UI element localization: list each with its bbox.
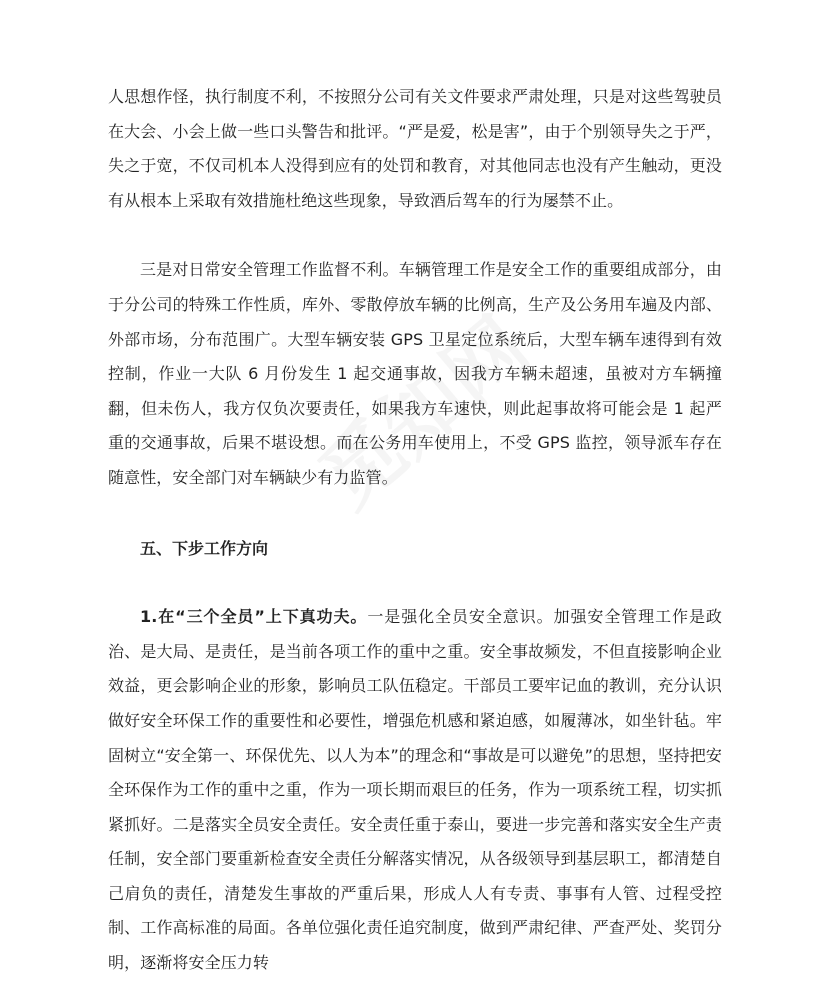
paragraph-supervision: 三是对日常安全管理工作监督不利。车辆管理工作是安全工作的重要组成部分，由于分公司的特殊工作性质，库外、零散停放车辆的比例高，生产及公务用车遍及内部、外部市场，分布范围广。大型车辆安装 GPS 卫星定位系统后，大型车辆车速得到有效控制，作业一大队 6 月份发生 1 起交通事故，因我方车辆未超速，虽被对方车辆撞翻，但未伤人，我方仅负次要责任，如果我方车速快，则此起事故将可能会是 1 起严重的交通事故，后果不堪设想。而在公务用车使用上，不受 GPS 监控，领导派车存在随意性，安全部门对车辆缺少有力监管。 xyxy=(108,260,722,487)
document-page xyxy=(108,80,722,981)
section-heading: 五、下步工作方向 xyxy=(140,538,269,558)
paragraph-continued: 人思想作怪，执行制度不利，不按照分公司有关文件要求严肃处理，只是对这些驾驶员在大会、小会上做一些口头警告和批评。“严是爱，松是害”，由于个别领导失之于严，失之于宽，不仅司机本人没得到应有的处罚和教育，对其他同志也没有产生触动，更没有从根本上采取有效措施杜绝这些现象，导致酒后驾车的行为屡禁不止。 xyxy=(108,87,722,210)
paragraph-three-all-staff xyxy=(108,600,722,981)
paragraph-body: 一是强化全员安全意识。加强安全管理工作是政治、是大局、是责任，是当前各项工作的重中之重。安全事故频发，不但直接影响企业效益，更会影响企业的形象，影响员工队伍稳定。干部员工要牢记血的教训，充分认识做好安全环保工作的重要性和必要性，增强危机感和紧迫感，如履薄冰，如坐针毡。牢固树立“安全第一、环保优先、以人为本”的理念和“事故是可以避免”的思想，坚持把安全环保作为工作的重中之重，作为一项长期而艰巨的任务，作为一项系统工程，切实抓紧抓好。二是落实全员安全责任。安全责任重于泰山，要进一步完善和落实安全生产责任制，安全部门要重新检查安全责任分解落实情况，从各级领导到基层职工，都清楚自己肩负的责任，清楚发生事故的严重后果，形成人人有专责、事事有人管、过程受控制、工作高标准的局面。各单位强化责任追究制度，做到严肃纪律、严查严处、奖罚分明，逐渐将安全压力转 xyxy=(108,607,722,973)
paragraph-lead: 1.在“三个全员”上下真功夫。 xyxy=(140,607,368,627)
